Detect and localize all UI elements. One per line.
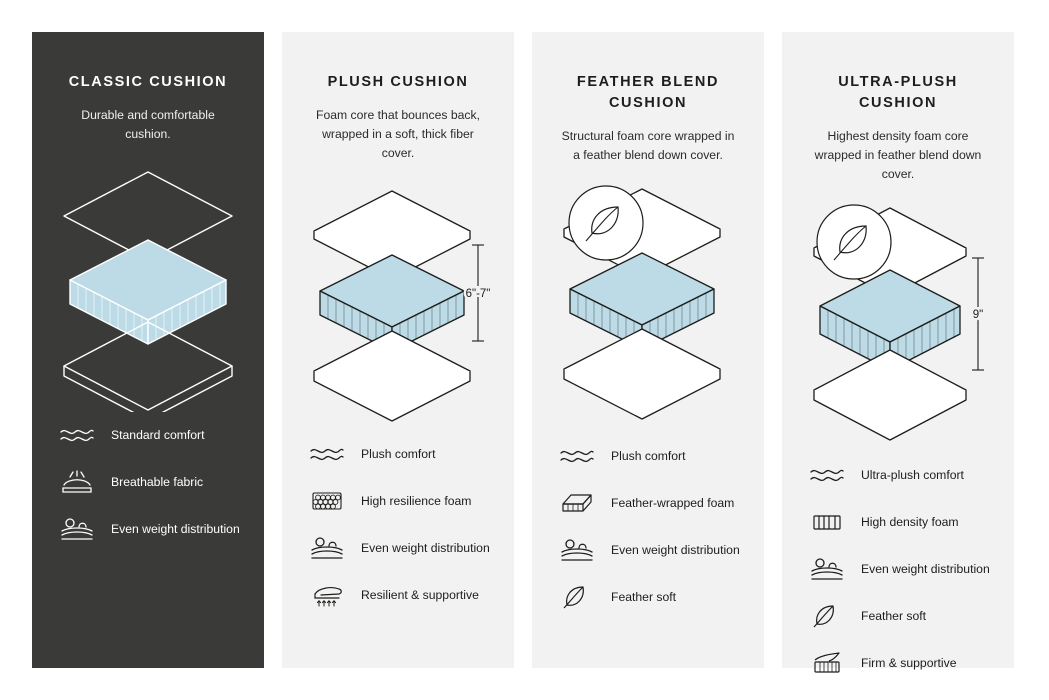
feature-list: [556, 439, 740, 614]
feature-item: [556, 533, 740, 567]
feature-list: [56, 418, 240, 546]
panel-description: Highest density foam core wrapped in feather blend down cover.: [814, 129, 982, 181]
feature-item: [56, 418, 240, 452]
feature-label: Feather soft: [611, 589, 677, 604]
support-hand-icon: [306, 578, 348, 612]
feature-label: Breathable fabric: [111, 474, 204, 489]
cushion-layers-illustration: [556, 175, 740, 433]
cushion-diagram: [306, 173, 490, 431]
feature-item: [806, 599, 990, 633]
panel-description: Structural foam core wrapped in a feather blend down cover.: [561, 129, 735, 162]
cushion-layers-illustration: [306, 173, 490, 431]
cushion-diagram: [806, 194, 990, 452]
feature-label: Resilient & supportive: [361, 587, 479, 602]
feature-item: [806, 646, 990, 680]
feature-label: Feather-wrapped foam: [611, 495, 735, 510]
firm-support-icon: [806, 646, 848, 680]
feature-label: Even weight distribution: [111, 521, 240, 536]
feather-icon: [556, 580, 598, 614]
waves-icon: [806, 458, 848, 492]
feature-item: [306, 484, 490, 518]
even-weight-icon: [56, 512, 98, 546]
feature-item: [806, 552, 990, 586]
feature-label: Plush comfort: [611, 448, 686, 463]
waves-icon: [306, 437, 348, 471]
dimension-label: 9": [972, 308, 984, 321]
waves-icon: [556, 439, 598, 473]
panel-ultra-plush-cushion: [782, 32, 1014, 668]
cushion-diagram: [56, 154, 240, 412]
feature-item: [556, 580, 740, 614]
feature-label: Standard comfort: [111, 427, 205, 442]
waves-icon: [56, 418, 98, 452]
panel-title: FEATHER BLEND CUSHION: [576, 74, 720, 112]
feature-label: Feather soft: [861, 608, 927, 623]
dimension-label: 6"-7": [465, 287, 490, 300]
bottom-cover-layer: [314, 331, 470, 421]
panel-title: PLUSH CUSHION: [327, 74, 469, 90]
foam-core-layer: [70, 240, 226, 344]
panel-title: CLASSIC CUSHION: [68, 74, 228, 90]
feather-icon: [806, 599, 848, 633]
feature-list: [806, 458, 990, 680]
feature-label: Firm & supportive: [861, 655, 957, 670]
feature-list: [306, 437, 490, 612]
feature-item: [806, 458, 990, 492]
even-weight-icon: [556, 533, 598, 567]
bottom-cover-layer: [564, 329, 720, 419]
panel-description: Foam core that bounces back, wrapped in a soft, thick fiber cover.: [316, 108, 480, 160]
even-weight-icon: [806, 552, 848, 586]
breathable-fabric-icon: [56, 465, 98, 499]
feature-item: [306, 578, 490, 612]
feature-item: [556, 486, 740, 520]
panel-feather-blend-cushion: [532, 32, 764, 668]
panel-title: ULTRA-PLUSH CUSHION: [838, 74, 958, 112]
leaf-badge-icon: [569, 186, 643, 260]
feature-item: [56, 512, 240, 546]
panel-classic-cushion: [32, 32, 264, 668]
even-weight-icon: [306, 531, 348, 565]
feature-item: [306, 437, 490, 471]
feature-item: [556, 439, 740, 473]
cushion-layers-illustration: [806, 194, 990, 452]
feature-label: Plush comfort: [361, 446, 436, 461]
leaf-badge-icon: [817, 205, 891, 279]
density-foam-icon: [806, 505, 848, 539]
panel-description: Durable and comfortable cushion.: [81, 108, 215, 141]
feature-label: Even weight distribution: [361, 540, 490, 555]
honeycomb-foam-icon: [306, 484, 348, 518]
feature-label: Even weight distribution: [861, 561, 990, 576]
cushion-diagram: [556, 175, 740, 433]
feature-item: [56, 465, 240, 499]
feature-item: [306, 531, 490, 565]
feature-label: Even weight distribution: [611, 542, 740, 557]
cushion-layers-illustration: [56, 154, 240, 412]
panel-plush-cushion: [282, 32, 514, 668]
feature-label: Ultra-plush comfort: [861, 467, 964, 482]
feature-label: High density foam: [861, 514, 959, 529]
feature-label: High resilience foam: [361, 493, 472, 508]
feature-item: [806, 505, 990, 539]
feather-wrapped-foam-icon: [556, 486, 598, 520]
bottom-cover-layer: [814, 350, 966, 440]
